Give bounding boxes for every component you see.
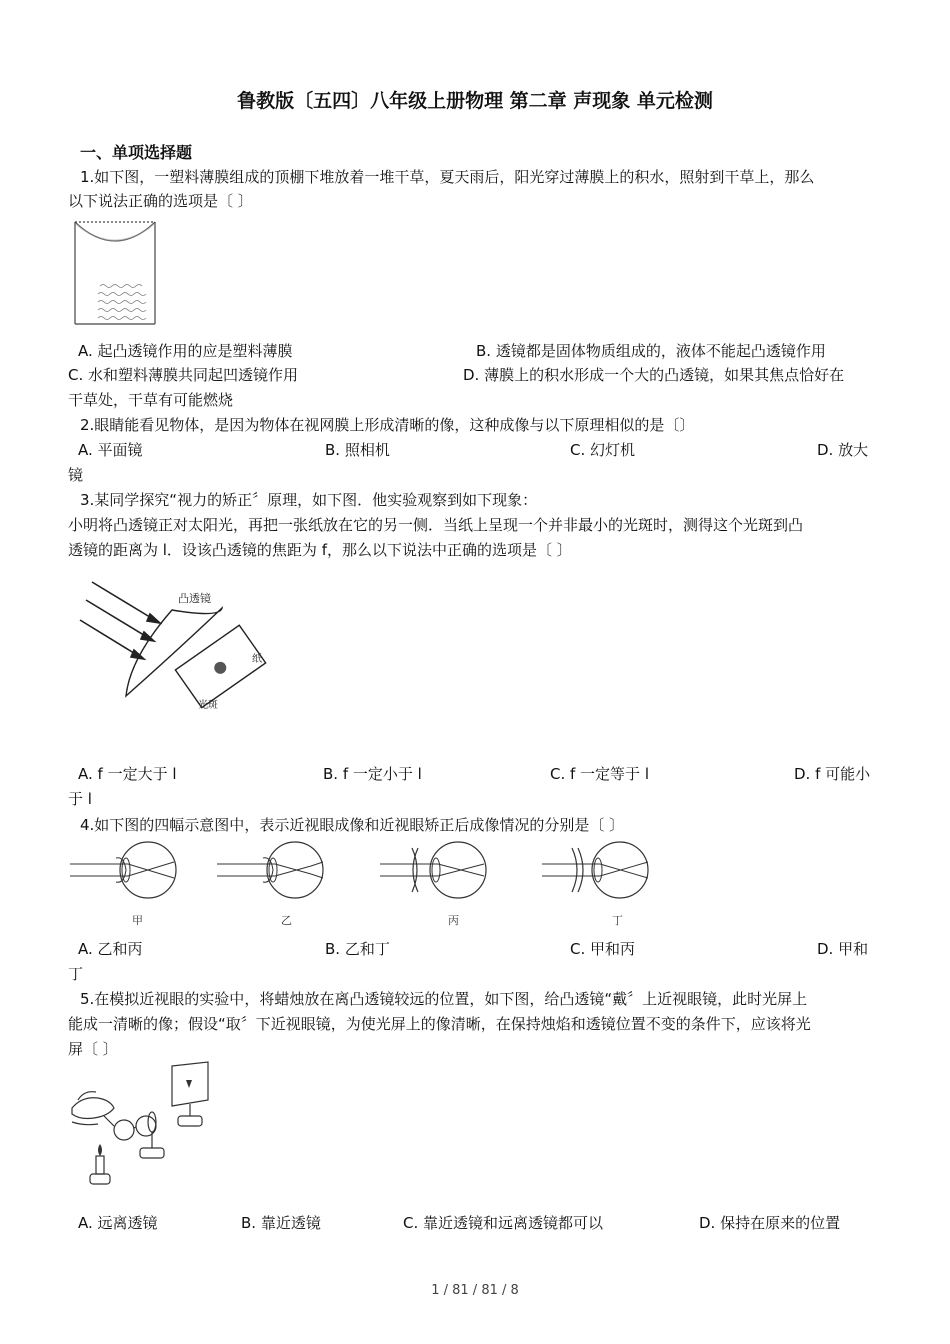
q5-option-b[interactable]: B. 靠近透镜	[241, 1214, 321, 1232]
q4-figure-eye-ding	[540, 838, 655, 930]
q3-option-c[interactable]: C. f 一定等于 l	[550, 765, 649, 783]
q4-figure-eye-yi	[215, 838, 330, 930]
q4-label-bing: 丙	[448, 914, 459, 927]
q1-stem-line1: 1.如下图，一塑料薄膜组成的顶棚下堆放着一堆干草，夏天雨后，阳光穿过薄膜上的积水，照射到干草上，那么	[80, 168, 815, 186]
page-title: 鲁教版〔五四〕八年级上册物理 第二章 声现象 单元检测	[237, 90, 713, 112]
q5-stem-line3: 屏〔 〕	[68, 1040, 118, 1058]
q1-figure-hay-under-film	[70, 218, 160, 330]
q5-figure-candle-lens-screen	[68, 1060, 220, 1192]
q3-option-b[interactable]: B. f 一定小于 l	[323, 765, 422, 783]
q4-label-ding: 丁	[612, 914, 623, 927]
q3-fig-label-lens: 凸透镜	[178, 592, 211, 605]
q1-option-d[interactable]: D. 薄膜上的积水形成一个大的凸透镜，如果其焦点恰好在	[463, 366, 845, 384]
q3-option-d[interactable]: D. f 可能小	[794, 765, 871, 783]
q5-stem-line2: 能成一清晰的像；假设“取〞下近视眼镜，为使光屏上的像清晰，在保持烛焰和透镜位置不变的条件下，应该将光	[68, 1015, 811, 1033]
q1-stem-line2: 以下说法正确的选项是〔 〕	[68, 192, 253, 210]
q2-option-b[interactable]: B. 照相机	[325, 441, 390, 459]
q2-option-d[interactable]: D. 放大	[817, 441, 869, 459]
q4-option-c[interactable]: C. 甲和丙	[570, 940, 636, 958]
q4-option-a[interactable]: A. 乙和丙	[78, 940, 143, 958]
q2-stem: 2.眼睛能看见物体，是因为物体在视网膜上形成清晰的像，这种成像与以下原理相似的是〔〕	[80, 416, 695, 434]
q3-stem-line3: 透镜的距离为 l．设该凸透镜的焦距为 f，那么以下说法中正确的选项是〔 〕	[68, 541, 572, 559]
q1-option-b[interactable]: B. 透镜都是固体物质组成的，液体不能起凸透镜作用	[476, 342, 826, 360]
q3-fig-label-paper: 纸	[252, 654, 262, 665]
q4-label-jia: 甲	[132, 914, 143, 927]
q4-figure-eye-bing	[378, 838, 493, 930]
q2-option-d-continued: 镜	[68, 466, 84, 484]
q2-option-c[interactable]: C. 幻灯机	[570, 441, 636, 459]
q4-stem: 4.如下图的四幅示意图中，表示近视眼成像和近视眼矫正后成像情况的分别是〔 〕	[80, 816, 625, 834]
q2-option-a[interactable]: A. 平面镜	[78, 441, 143, 459]
q5-option-a[interactable]: A. 远离透镜	[78, 1214, 158, 1232]
q5-option-c[interactable]: C. 靠近透镜和远离透镜都可以	[403, 1214, 604, 1232]
section-heading: 一、单项选择题	[80, 143, 193, 162]
q3-option-d-continued: 于 l	[68, 790, 92, 808]
q4-label-yi: 乙	[281, 914, 292, 927]
q4-option-b[interactable]: B. 乙和丁	[325, 940, 390, 958]
q3-fig-label-spot: 光斑	[198, 700, 218, 711]
q3-figure-lens-and-paper	[70, 578, 280, 738]
q4-figure-eye-jia	[68, 838, 183, 930]
q5-option-d[interactable]: D. 保持在原来的位置	[699, 1214, 841, 1232]
q3-stem-line2: 小明将凸透镜正对太阳光，再把一张纸放在它的另一侧．当纸上呈现一个并非最小的光斑时，测得这个光斑到凸	[68, 516, 804, 534]
q4-option-d-continued: 丁	[68, 965, 84, 983]
q3-option-a[interactable]: A. f 一定大于 l	[78, 765, 177, 783]
q1-option-c[interactable]: C. 水和塑料薄膜共同起凹透镜作用	[68, 366, 299, 384]
page-number-footer: 1 / 81 / 81 / 8	[431, 1283, 519, 1298]
q1-option-d-continued: 干草处，干草有可能燃烧	[68, 391, 234, 409]
q3-stem-line1: 3.某同学探究“视力的矫正〞原理，如下图．他实验观察到如下现象：	[80, 491, 538, 509]
q1-option-a[interactable]: A. 起凸透镜作用的应是塑料薄膜	[78, 342, 293, 360]
q5-stem-line1: 5.在模拟近视眼的实验中，将蜡烛放在离凸透镜较远的位置，如下图，给凸透镜“戴〞上近视眼镜，此时光屏上	[80, 990, 808, 1008]
q4-option-d[interactable]: D. 甲和	[817, 940, 869, 958]
